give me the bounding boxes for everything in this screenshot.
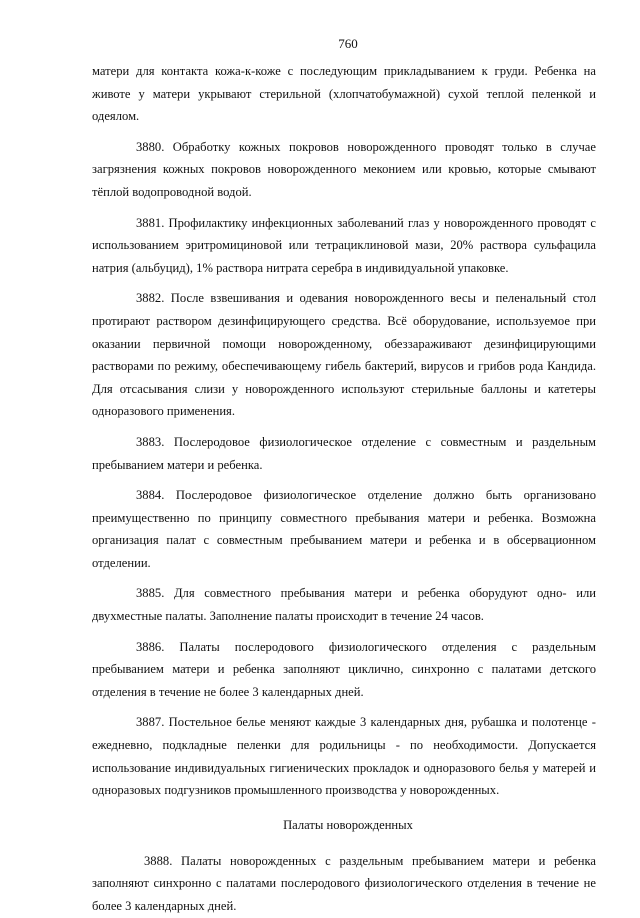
paragraph-continuation: матери для контакта кожа-к-коже с последующим прикладыванием к груди. Ребенка на животе у матери укрывают стерильной (хлопчатобумажной) сухой теплой пеленкой и одеялом. bbox=[92, 64, 596, 124]
section-heading: Палаты новорожденных bbox=[283, 817, 413, 832]
paragraph-3883: 3883. Послеродовое физиологическое отделение с совместным и раздельным пребыванием матери и ребенка. bbox=[92, 434, 596, 472]
paragraph-3882: 3882. После взвешивания и одевания новорожденного весы и пеленальный стол протирают раствором дезинфицирующего средства. Всё оборудование, используемое при оказании первичной помощи новорожденному, обеззараживают дезинфицирующими растворами по режиму, обеспечивающему гибель бактерий, вирусов и грибов рода Кандида. Для отсасывания слизи у новорожденного используют стерильные баллоны и катетеры одноразового применения. bbox=[92, 291, 596, 419]
paragraph-3886: 3886. Палаты послеродового физиологического отделения с раздельным пребыванием матери и ребенка заполняют циклично, синхронно с палатами детского отделения в течение не более 3 календарных дней. bbox=[92, 639, 596, 699]
paragraph-3888: 3888. Палаты новорожденных с раздельным пребыванием матери и ребенка заполняют синхронно с палатами послеродового физиологического отделения в течение не более 3 календарных дней. bbox=[92, 853, 596, 913]
page-number: 760 bbox=[338, 36, 358, 51]
paragraph-3885: 3885. Для совместного пребывания матери и ребенка оборудуют одно- или двухместные палаты. Заполнение палаты происходит в течение 24 часов. bbox=[92, 586, 596, 624]
paragraph-3887: 3887. Постельное белье меняют каждые 3 календарных дня, рубашка и полотенце - ежедневно, подкладные пеленки для родильницы - по необходимости. Допускается использование индивидуальных гигиенических прокладок и одноразового белья у матерей и одноразовых подгузников промышленного производства у новорожденных. bbox=[92, 715, 596, 798]
paragraph-3884: 3884. Послеродовое физиологическое отделение должно быть организовано преимущественно по принципу совместного пребывания матери и ребенка. Возможна организация палат с совместным пребыванием матери и ребенка и в обсервационном отделении. bbox=[92, 488, 596, 570]
paragraph-3881: 3881. Профилактику инфекционных заболеваний глаз у новорожденного проводят с использованием эритромициновой или тетрациклиновой мази, 20% раствора сульфацила натрия (альбуцид), 1% раствора нитрата серебра в индивидуальной упаковке. bbox=[92, 215, 596, 275]
paragraph-3880: 3880. Обработку кожных покровов новорожденного проводят только в случае загрязнения кожных покровов новорожденного меконием или кровью, которые смывают тёплой водопроводной водой. bbox=[92, 139, 596, 199]
